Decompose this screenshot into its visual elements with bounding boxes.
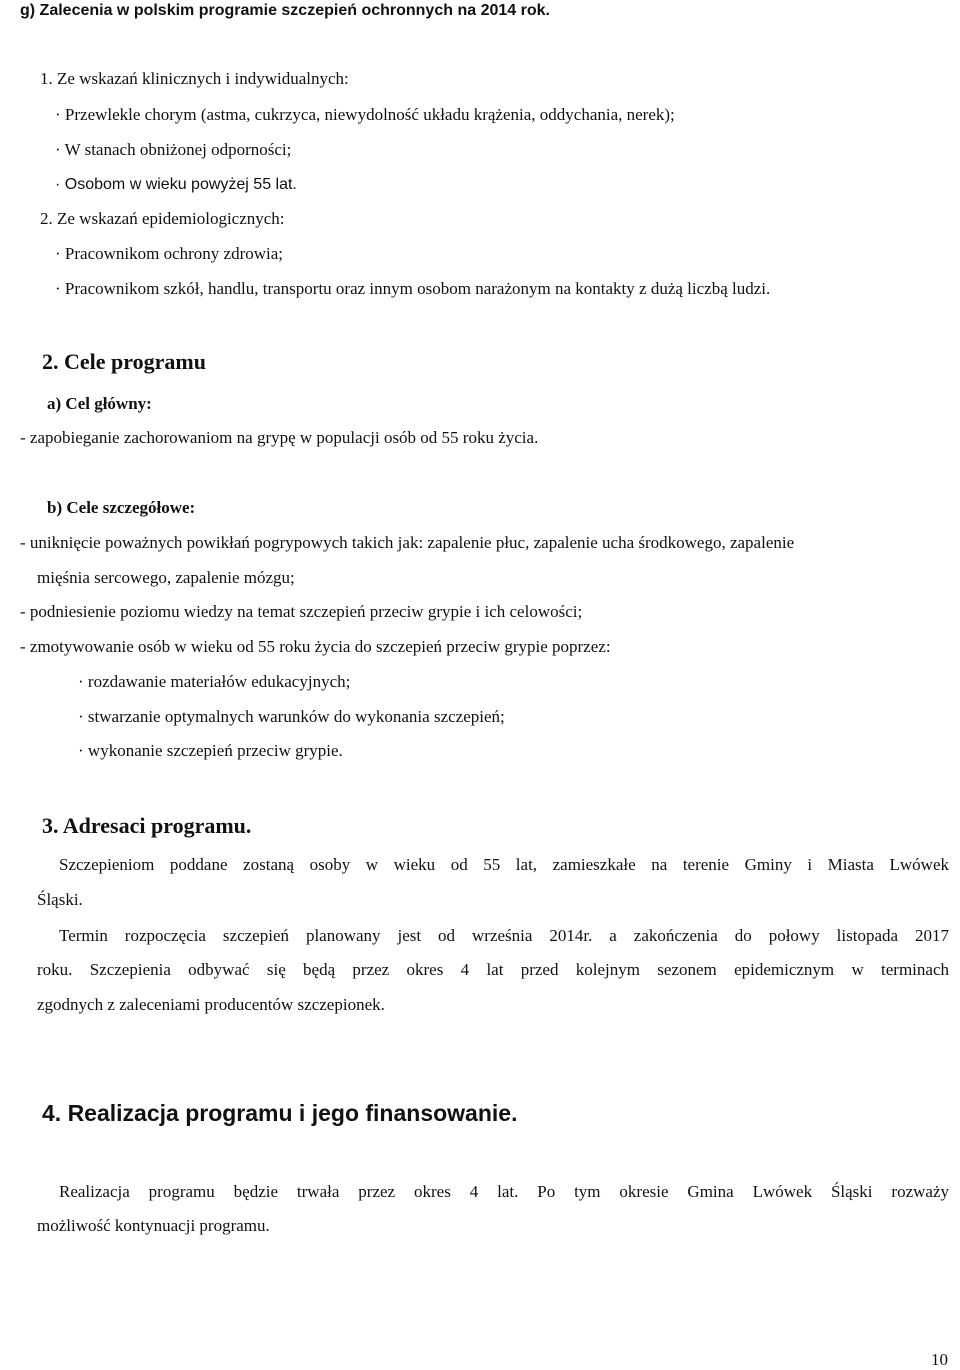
page-number: 10 [931, 1350, 948, 1369]
list-item: - zmotywowanie osób w wieku od 55 roku życia do szczepień przeciw grypie poprzez: [20, 637, 611, 656]
list-item: · wykonanie szczepień przeciw grypie. [78, 741, 343, 760]
item1-heading: 1. Ze wskazań klinicznych i indywidualnych: [40, 69, 349, 88]
section-2b-label: b) Cele szczegółowe: [47, 498, 196, 517]
section-2a-label: a) Cel główny: [47, 394, 152, 413]
list-item: - uniknięcie poważnych powikłań pogrypowych takich jak: zapalenie płuc, zapalenie ucha środkowego, zapalenie [20, 533, 795, 552]
section-4-title: 4. Realizacja programu i jego finansowanie. [42, 1100, 518, 1126]
paragraph-line: zgodnych z zaleceniami producentów szczepionek. [37, 995, 385, 1014]
list-item: · Pracownikom szkół, handlu, transportu oraz innym osobom narażonym na kontakty z dużą liczbą ludzi. [55, 279, 771, 298]
paragraph-line: możliwość kontynuacji programu. [37, 1216, 270, 1235]
list-item: · W stanach obniżonej odporności; [55, 140, 292, 159]
list-item: · Pracownikom ochrony zdrowia; [55, 244, 284, 263]
paragraph-line: Śląski. [37, 890, 83, 909]
paragraph-line: Termin rozpoczęcia szczepień planowany jest od września 2014r. a zakończenia do połowy listopada 2017 [59, 926, 949, 945]
list-item: · Osobom w wieku powyżej 55 lat. [55, 176, 297, 193]
section-3-title: 3. Adresaci programu. [42, 813, 252, 838]
paragraph-line: Realizacja programu będzie trwała przez okres 4 lat. Po tym okresie Gmina Lwówek Śląski rozważy [59, 1182, 949, 1201]
section-2a-text: - zapobieganie zachorowaniom na grypę w populacji osób od 55 roku życia. [20, 428, 539, 447]
list-item: mięśnia sercowego, zapalenie mózgu; [37, 568, 295, 587]
list-item: · stwarzanie optymalnych warunków do wykonania szczepień; [78, 707, 505, 726]
list-item: · Przewlekle chorym (astma, cukrzyca, niewydolność układu krążenia, oddychania, nerek); [55, 105, 675, 124]
paragraph-line: roku. Szczepienia odbywać się będą przez okres 4 lat przed kolejnym sezonem epidemicznym w terminach [37, 960, 949, 979]
paragraph-line: Szczepieniom poddane zostaną osoby w wieku od 55 lat, zamieszkałe na terenie Gminy i Miasta Lwówek [59, 855, 949, 874]
list-item: - podniesienie poziomu wiedzy na temat szczepień przeciw grypie i ich celowości; [20, 602, 583, 621]
item2-heading: 2. Ze wskazań epidemiologicznych: [40, 209, 285, 228]
list-item: · rozdawanie materiałów edukacyjnych; [78, 672, 351, 691]
section-g-title: g) Zalecenia w polskim programie szczepień ochronnych na 2014 rok. [20, 2, 550, 19]
section-2-title: 2. Cele programu [42, 349, 206, 374]
